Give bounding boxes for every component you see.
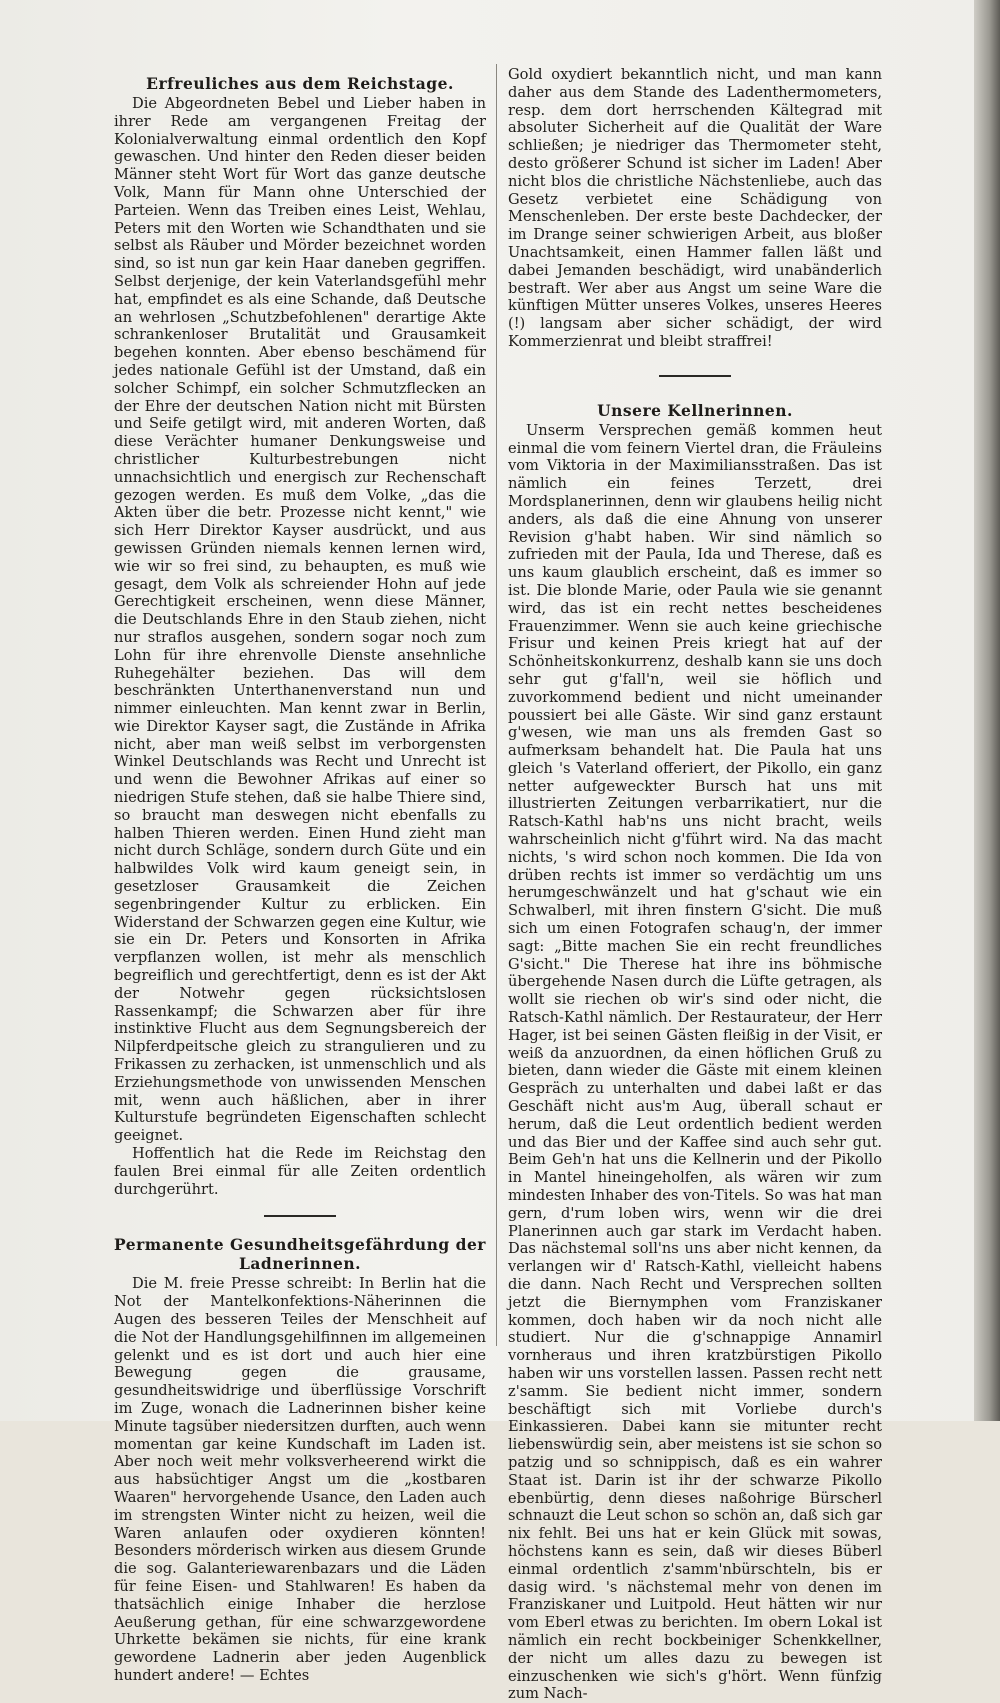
article-separator: [659, 375, 731, 377]
article-title-kellnerinnen: Unsere Kellnerinnen.: [597, 400, 793, 420]
left-column: [114, 66, 486, 1685]
article-paragraph: Unserm Versprechen gemäß kommen heut einmal die vom feinern Viertel dran, die Fräuleins vom Viktoria in der Maximiliansstraßen. Das ist nämlich ein feines Terzett, drei Mordsplanerinnen, denn wir glaubens heilig nicht anders, als daß die eine Ahnung von unserer Revision g'habt haben. Wir sind nämlich so zufrieden mit der Paula, Ida und Therese, daß es uns kaum glaublich erscheint, daß es immer so ist. Die blonde Marie, oder Paula wie sie genannt wird, das ist ein recht nettes bescheidenes Frauenzimmer. Wenn sie auch keine griechische Frisur und keinen Preis kriegt hat auf der Schönheitskonkurrenz, deshalb kann sie uns doch sehr gut g'fall'n, weil sie höflich und zuvorkommend bedient und nicht umeinander poussiert bei alle Gäste. Wir sind ganz erstaunt g'wesen, wie man uns als fremden Gast so aufmerksam behandelt hat. Die Paula hat uns gleich 's Vaterland offeriert, der Pikollo, ein ganz netter aufgeweckter Bursch hat uns mit illustrierten Zeitungen verbarrikatiert, nur die Ratsch-Kathl hab'ns uns nicht bracht, weils wahrscheinlich nicht g'führt wird. Na das macht nichts, 's wird schon noch kommen. Die Ida von drüben rechts ist immer so verdächtig um uns herumgeschwänzelt und hat g'schaut wie ein Schwalberl, mit ihren finstern G'sicht. Die muß sich um einen Fotografen schaug'n, der immer sagt: „Bitte machen Sie ein recht freundliches G'sicht." Die Therese hat ihre ins böhmische übergehende Nasen durch die Lüfte getragen, als wollt sie riechen ob wir's sind oder nicht, die Ratsch-Kathl nämlich. Der Restaurateur, der Herr Hager, ist bei seinen Gästen fleißig in der Visit, er weiß da anzuordnen, da einen höflichen Gruß zu bieten, dann wieder die Gäste mit einem kleinen Gespräch zu unterhalten und dabei laßt er das Geschäft nicht aus'm Aug, überall schaut er herum, daß die Leut ordentlich bedient werden und das Bier und der Kaffee sind auch sehr gut. Beim Geh'n hat uns die Kellnerin und der Pikollo in Mantel hineingeholfen, als wären wir zum mindesten Inhaber des von-Titels. So was hat man gern, d'rum loben wirs, wenn wir die drei Planerinnen auch gar stark im Verdacht haben. Das nächstemal soll'ns uns aber nicht kennen, da verlangen wir d' Ratsch-Kathl, vielleicht habens die dann. Nach Recht und Versprechen sollten jetzt die Biernymphen vom Franziskaner kommen, doch haben wir da noch nicht alle studiert. Nur die g'schnappige Annamirl vornheraus und ihren kratzbürstigen Pikollo haben wir uns vorstellen lassen. Passen recht nett z'samm. Sie bedient nicht immer, sondern beschäftigt sich mit Vorliebe durch's Einkassieren. Dabei kann sie mitunter recht liebenswürdig sein, aber meistens ist sie schon so patzig und so schnippisch, daß es ein wahrer Staat ist. Darin ist ihr der schwarze Pikollo ebenbürtig, denn dieses naßohrige Bürscherl schnauzt die Leut schon so schön an, daß sich gar nix fehlt. Bei uns hat er kein Glück mit sowas, höchstens kann es sein, daß wir dieses Büberl einmal ordentlich z'samm'nbürschteln, bis er dasig wird. 's nächstemal mehr von denen im Franziskaner und Luitpold. Heut hätten wir nur vom Eberl etwas zu berichten. Im obern Lokal ist nämlich ein recht bockbeiniger Schenkkellner, der nicht um alles dazu zu bewegen ist einzuschenken wie sich's g'hört. Wenn fünfzig zum Nach-: [508, 421, 882, 1703]
column-divider: [496, 64, 497, 1346]
article-paragraph: Die M. freie Presse schreibt: In Berlin hat die Not der Mantelkonfektions-Näherinnen die Augen des besseren Teiles der Menschheit auf die Not der Handlungsgehilfinnen im allgemeinen gelenkt und es ist dort und auch hier eine Bewegung gegen die grausame, gesundheitswidrige und überflüssige Vorschrift im Zuge, wonach die Ladnerinnen bisher keine Minute tagsüber niedersitzen durften, auch wenn momentan gar keine Kundschaft im Laden ist. Aber noch weit mehr volksverheerend wirkt die aus habsüchtiger Angst um die „kostbaren Waaren" hervorgehende Usance, den Laden auch im strengsten Winter nicht zu heizen, weil die Waren anlaufen oder oxydieren könnten! Besonders mörderisch wirken aus diesem Grunde die sog. Galanteriewarenbazars und die Läden für feine Eisen- und Stahlwaren! Es haben da thatsächlich einige Inhaber die herzlose Aeußerung gethan, für eine schwarzgewordene Uhrkette bekämen sie nichts, für eine krank gewordene Ladnerin aber jeden Augenblick hundert andere! — Echtes: [114, 1275, 486, 1684]
article-separator: [264, 1215, 336, 1217]
article-title-ladnerinnen: Permanente Gesundheitsgefährdung der Ladnerinnen.: [114, 1235, 486, 1274]
article-paragraph: Hoffentlich hat die Rede im Reichstag den faulen Brei einmal für alle Zeiten ordentlich durchgerührt.: [114, 1145, 486, 1198]
right-column: [508, 66, 882, 1703]
article-paragraph: Die Abgeordneten Bebel und Lieber haben in ihrer Rede am vergangenen Freitag der Kolonialverwaltung einmal ordentlich den Kopf gewaschen. Und hinter den Reden dieser beiden Männer steht Wort für Wort das ganze deutsche Volk, Mann für Mann ohne Unterschied der Parteien. Wenn das Treiben eines Leist, Wehlau, Peters mit den Worten wie Schandthaten und sie selbst als Räuber und Mörder bezeichnet worden sind, so ist nun gar kein Haar daneben gegriffen. Selbst derjenige, der kein Vaterlandsgefühl mehr hat, empfindet es als eine Schande, daß Deutsche an wehrlosen „Schutzbefohlenen" derartige Akte schrankenloser Brutalität und Grausamkeit begehen konnten. Aber ebenso beschämend für jedes nationale Gefühl ist der Umstand, daß ein solcher Schimpf, ein solcher Schmutzflecken an der Ehre der deutschen Nation nicht mit Bürsten und Seife getilgt wird, mit anderen Worten, daß diese Verächter humaner Denkungsweise und christlicher Kulturbestrebungen nicht unnachsichtlich und energisch zur Rechenschaft gezogen werden. Es muß dem Volke, „das die Akten über die betr. Prozesse nicht kennt," wie sich Herr Direktor Kayser ausdrückt, und aus gewissen Gründen niemals kennen lernen wird, wie wir so frei sind, zu behaupten, es muß wie gesagt, dem Volk als schreiender Hohn auf jede Gerechtigkeit erscheinen, wenn diese Männer, die Deutschlands Ehre in den Staub ziehen, nicht nur straflos ausgehen, sondern sogar noch zum Lohn für ihre ehrenvolle Dienste ansehnliche Ruhegehälter beziehen. Das will dem beschränkten Unterthanenverstand nun und nimmer einleuchten. Man kennt zwar in Berlin, wie Direktor Kayser sagt, die Zustände in Afrika nicht, aber man weiß selbst im verborgensten Winkel Deutschlands was Recht und Unrecht ist und wenn die Bewohner Afrikas auf einer so niedrigen Stufe stehen, daß sie halbe Thiere sind, so braucht man deswegen nicht ebenfalls zu halben Thieren werden. Einen Hund zieht man nicht durch Schläge, sondern durch Güte und ein halbwildes Volk wird kaum geneigt sein, in gesetzloser Grausamkeit die Zeichen segenbringender Kultur zu erblicken. Ein Widerstand der Schwarzen gegen eine Kultur, wie sie ein Dr. Peters und Konsorten in Afrika verpflanzen wollen, ist mehr als menschlich begreiflich und gerechtfertigt, denn es ist der Akt der Notwehr gegen rücksichtslosen Rassenkampf; die Schwarzen aber für ihre instinktive Flucht aus dem Segnungsbereich der Nilpferdpeitsche gleich zu strangulieren und zu Frikassen zu zerhacken, ist unmenschlich und als Erziehungsmethode von unwissenden Menschen mit, wenn auch häßlichen, aber in ihrer Kulturstufe begründeten Eigenschaften schlecht geeignet.: [114, 95, 486, 1145]
page-binding-shadow: [974, 0, 1000, 1421]
article-continuation: Gold oxydiert bekanntlich nicht, und man kann daher aus dem Stande des Ladenthermometers, resp. dem dort herrschenden Kältegrad mit absoluter Sicherheit auf die Qualität der Ware schließen; je niedriger das Thermometer steht, desto größerer Schund ist sicher im Laden! Aber nicht blos die christliche Nächstenliebe, auch das Gesetz verbietet eine Schädigung von Menschenleben. Der erste beste Dachdecker, der im Drange seiner schwierigen Arbeit, aus bloßer Unachtsamkeit, einen Hammer fallen läßt und dabei Jemanden beschädigt, wird unabänderlich bestraft. Wer aber aus Angst um seine Ware die künftigen Mütter unseres Volkes, unseres Heeres (!) langsam aber sicher schädigt, der wird Kommerzienrat und bleibt straffrei!: [508, 66, 882, 350]
article-title-reichstag: Erfreuliches aus dem Reichstage.: [146, 74, 454, 93]
